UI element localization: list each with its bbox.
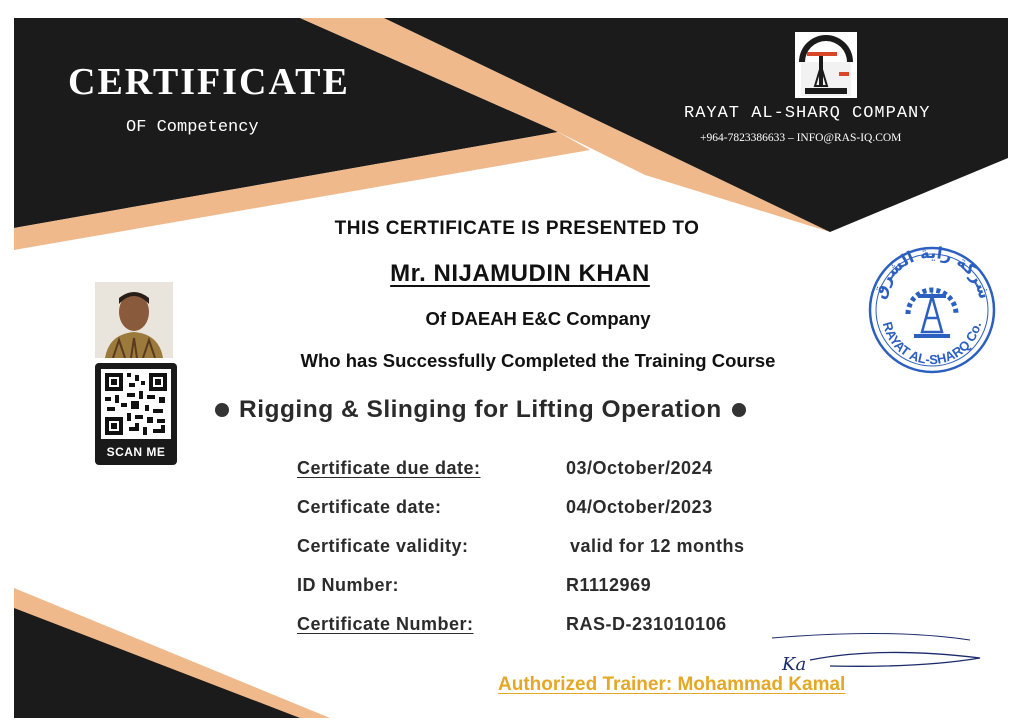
stamp-derrick-icon <box>908 290 956 336</box>
qr-code[interactable] <box>95 363 177 465</box>
stamp-arabic: شركة راية الشرق <box>869 244 995 301</box>
bullet-icon <box>215 403 229 417</box>
company-logo-icon <box>795 32 857 98</box>
recipient-name-text: Mr. NIJAMUDIN KHAN <box>390 260 650 287</box>
course-title-row <box>215 396 885 424</box>
signature-text: Ka <box>782 654 807 675</box>
detail-label-validity: Certificate validity: <box>297 536 469 556</box>
company-stamp <box>864 244 1000 376</box>
detail-value-cert-date: 04/October/2023 <box>566 497 713 517</box>
qr-label: SCAN ME <box>106 445 166 459</box>
detail-label-cert-date: Certificate date: <box>297 497 442 517</box>
trainer-signature <box>770 628 990 678</box>
stamp-english: RAYAT AL-SHARQ Co. <box>879 320 985 368</box>
detail-label-id-number: ID Number: <box>297 575 400 595</box>
detail-label-cert-number: Certificate Number: <box>297 614 474 634</box>
detail-label-due-date: Certificate due date: <box>297 458 481 478</box>
certificate-subtitle: OF Competency <box>126 118 259 137</box>
detail-value-id-number: R1112969 <box>566 575 652 595</box>
detail-value-cert-number: RAS-D-231010106 <box>566 614 727 634</box>
certificate-title: CERTIFICATE <box>68 61 350 103</box>
qr-code-icon <box>101 369 171 439</box>
recipient-photo <box>95 282 173 358</box>
bullet-icon <box>732 403 746 417</box>
detail-value-due-date: 03/October/2024 <box>566 458 713 478</box>
detail-value-validity: valid for 12 months <box>570 536 745 556</box>
company-name: RAYAT AL-SHARQ COMPANY <box>684 104 931 123</box>
company-contact: +964-7823386633 – INFO@RAS-IQ.COM <box>700 132 902 144</box>
presented-to-heading: THIS CERTIFICATE IS PRESENTED TO <box>334 218 700 239</box>
recipient-company: Of DAEAH E&C Company <box>425 308 651 329</box>
authorized-trainer: Authorized Trainer: Mohammad Kamal <box>498 674 846 695</box>
completion-statement: Who has Successfully Completed the Training Course <box>300 350 776 371</box>
course-title: Rigging & Slinging for Lifting Operation <box>239 396 722 423</box>
